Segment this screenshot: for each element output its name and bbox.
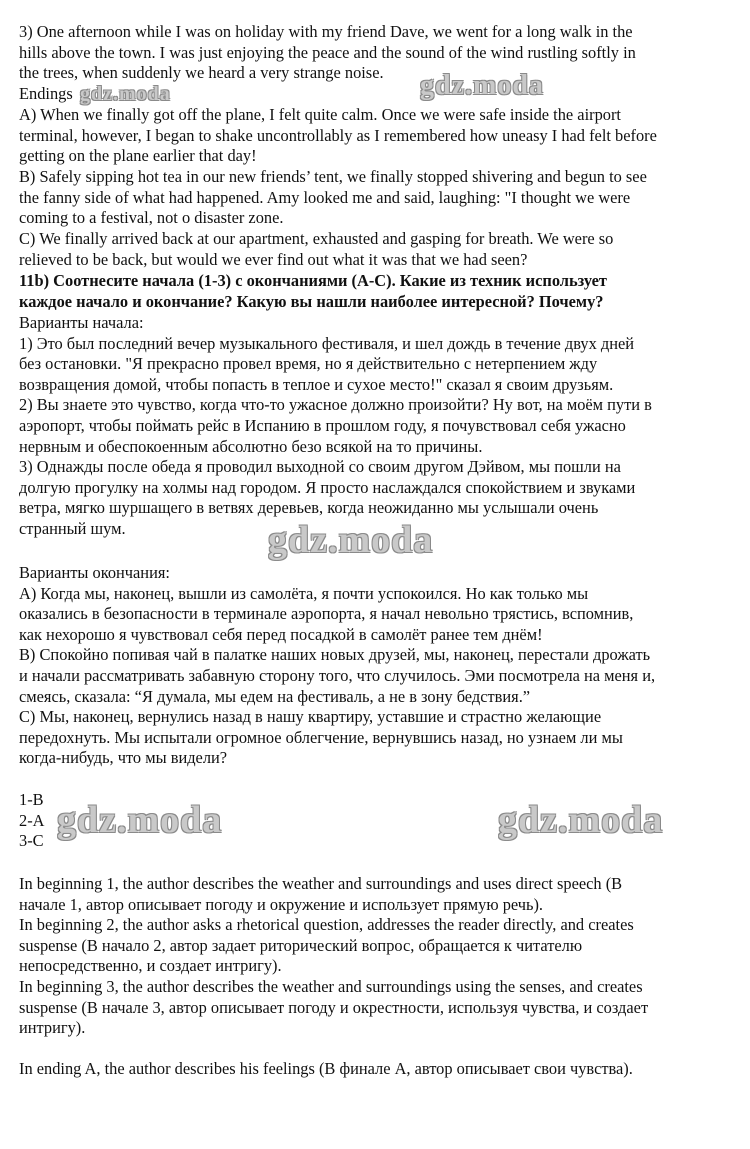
russian-endings [19,563,724,769]
text-line: A) When we finally got off the plane, I felt quite calm. Once we were safe inside the airport [19,105,621,124]
text-line: relieved to be back, but would we ever find out what it was that we had seen? [19,249,528,269]
text-line: suspense (В начало 2, автор задает риторический вопрос, обращается к читателю [19,935,583,955]
watermark-logo: gdz.moda [420,70,544,101]
russian-beginnings [19,313,724,540]
text-line: 3) Однажды после обеда я проводил выходной со своим другом Дэйвом, мы пошли на [19,457,621,477]
watermark-logo: gdz.moda [498,799,664,841]
explanation-ending-a [19,1059,724,1080]
text-line: возвращения домой, чтобы попасть в теплое и сухое место!" сказал я своим друзьям. [19,374,614,394]
text-line: долгую прогулку на холмы над городом. Я просто наслаждался спокойствием и звуками [19,477,636,497]
text-line: 2) Вы знаете это чувство, когда что-то ужасное должно произойти? Ну вот, на моём пути в [19,395,652,415]
text-line: В) Спокойно попивая чай в палатке наших новых друзей, мы, наконец, перестали дрожать [19,645,651,665]
beginnings-label: Варианты начала: [19,313,144,332]
text-line: suspense (В начале 3, автор описывает погоду и окрестности, используя чувства, и создает [19,997,649,1017]
endings-label: Варианты окончания: [19,563,170,582]
answer-item: 3-C [19,831,44,851]
watermark-logo: gdz.moda [80,83,171,105]
text-line: 1) Это был последний вечер музыкального фестиваля, и шел дождь в течение двух дней [19,333,635,353]
watermark-logo: gdz.moda [268,519,434,561]
text-line: странный шум. [19,518,126,538]
answer-item: 2-A [19,810,45,830]
endings-label: Endings [19,84,73,103]
text-line: без остановки. "Я прекрасно провел время, но я действительно с нетерпением жду [19,354,598,374]
explanations [19,874,724,1039]
text-line: смеясь, сказала: “Я думала, мы едем на фестиваль, а не в зону бедствия.” [19,686,531,706]
text-line: оказались в безопасности в терминале аэропорта, я начал невольно трястись, вспомнив, [19,604,634,624]
watermark-logo: gdz.moda [57,799,223,841]
text-line: интригу). [19,1018,86,1038]
text-line: the trees, when suddenly we heard a very strange noise. [19,63,384,83]
english-ending-c [19,229,724,270]
text-line: и начали рассматривать забавную сторону того, что случилось. Эми посмотрела на меня и, [19,665,656,685]
text-line: аэропорт, чтобы поймать рейс в Испанию в прошлом году, я почувствовал себя ужасно [19,415,626,435]
text-line: передохнуть. Мы испытали огромное облегчение, вернувшись назад, но узнаем ли мы [19,727,623,747]
text-line: In beginning 1, the author describes the weather and surroundings and uses direct speech (В [19,874,623,893]
text-line: 3) One afternoon while I was on holiday with my friend Dave, we went for a long walk in the [19,22,633,41]
text-line: С) Мы, наконец, вернулись назад в нашу квартиру, уставшие и страстно желающие [19,707,602,727]
text-line: А) Когда мы, наконец, вышли из самолёта, я почти успокоился. Но как только мы [19,583,589,603]
text-line: нервным и обеспокоенным абсолютно безо всякой на то причины. [19,436,483,456]
text-line: hills above the town. I was just enjoying the peace and the sound of the wind rustling softly in [19,42,636,62]
text-line: C) We finally arrived back at our apartment, exhausted and gasping for breath. We were so [19,229,614,248]
task-heading [19,271,724,312]
text-line: In beginning 2, the author asks a rhetorical question, addresses the reader directly, and creates [19,915,634,935]
text-line: coming to a festival, not o disaster zone. [19,208,284,228]
text-line: In ending A, the author describes his feelings (В финале А, автор описывает свои чувства). [19,1059,633,1078]
english-beginning-3 [19,22,724,84]
heading-line: каждое начало и окончание? Какую вы нашли наиболее интересной? Почему? [19,291,604,311]
text-line: непосредственно, и создает интригу). [19,956,282,976]
text-line: the fanny side of what had happened. Amy looked me and said, laughing: "I thought we were [19,187,631,207]
answer-item: 1-B [19,790,44,809]
text-line: getting on the plane earlier that day! [19,146,257,166]
text-line: начале 1, автор описывает погоду и окружение и использует прямую речь). [19,894,544,914]
text-line: когда-нибудь, что мы видели? [19,748,228,768]
text-line: ветра, мягко шуршащего в ветвях деревьев, когда неожиданно мы услышали очень [19,498,599,518]
english-ending-b [19,167,724,229]
text-line: In beginning 3, the author describes the weather and surroundings using the senses, and creates [19,976,643,996]
english-ending-a [19,105,724,167]
text-line: B) Safely sipping hot tea in our new friends’ tent, we finally stopped shivering and begun to see [19,167,647,186]
heading-line: 11b) Соотнесите начала (1-3) с окончаниями (А-С). Какие из техник использует [19,271,607,290]
text-line: как нехорошо я чувствовал себя перед посадкой в самолёт ранее тем днём! [19,624,543,644]
text-line: terminal, however, I began to shake uncontrollably as I remembered how uneasy I had felt before [19,125,657,145]
